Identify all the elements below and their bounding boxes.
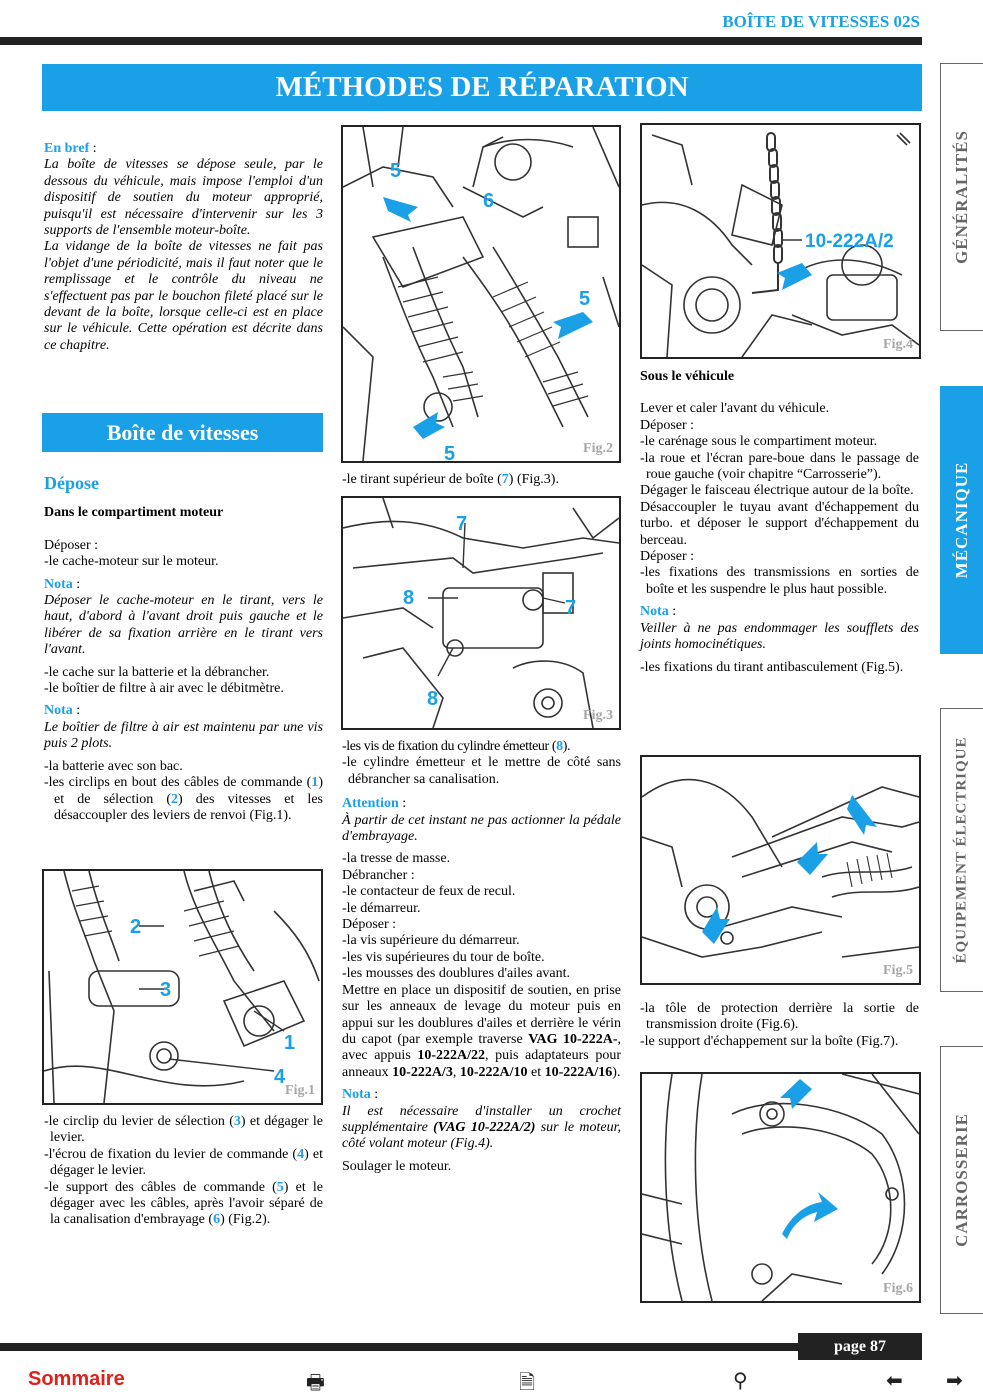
tab-equipement-electrique[interactable] xyxy=(940,708,983,992)
top-divider xyxy=(0,37,922,45)
bottom-divider xyxy=(0,1343,800,1351)
en-bref-paragraph: La boîte de vitesses se dépose seule, par le dessous du véhicule, mais impose l'emploi d'un dispositif de soutien du moteur approprié, puisqu'il est nécessaire d'intervenir sur les 3 supports de l'ensemble moteur-boîte. xyxy=(44,157,323,239)
figure-label: Fig.6 xyxy=(883,1281,913,1296)
section-title-boite: Boîte de vitesses xyxy=(42,413,323,452)
tab-label: GÉNÉRALITÉS xyxy=(952,130,971,264)
text-line: -la batterie avec son bac. xyxy=(44,758,183,774)
text-line: Déposer : xyxy=(640,549,695,565)
figure-1-drawing xyxy=(44,871,321,1103)
figure-label: Fig.2 xyxy=(583,441,613,456)
column-1: En bref : La boîte de vitesses se dépose seule, par le dessous du véhicule, mais impose l'emploi d'un dispositif de soutien du moteur approprié, puisqu'il est nécessaire d'intervenir sur les 3 supports de l'ensemble moteur-boîte. La vidange de la boîte de vitesses ne fait pas l'objet d'une périodicité, mais il faut noter que le remplissage et le contrôle du niveau ne s'effectuent pas par le bouchon fileté placé sur le devant de la boîte, lorsque celle-ci est en place sur le véhicule. Cette opération est décrite dans ce chapitre. xyxy=(44,141,323,353)
text-line: -les vis de fixation du cylindre émetteur (8). xyxy=(342,739,571,754)
text-line: -la roue et l'écran pare-boue dans le passage de roue gauche (voir chapitre “Carrosserie”). xyxy=(640,450,919,483)
depose-title: Dépose xyxy=(44,473,99,493)
callout: 1 xyxy=(284,1032,296,1054)
column-1-tail xyxy=(44,1114,323,1229)
text-line: Soulager le moteur. xyxy=(342,1158,452,1174)
arrow-right-icon[interactable]: ➡ xyxy=(946,1368,963,1392)
text-line: Désaccoupler le tuyau avant d'échappement du turbo. et déposer le support d'échappement du berceau. xyxy=(640,499,919,548)
text-line: -le cylindre émetteur et le mettre de côté sans débrancher sa canalisation. xyxy=(342,755,621,787)
attention-text: À partir de cet instant ne pas actionner la pédale d'embrayage. xyxy=(342,812,621,845)
text-line: -le circlip du levier de sélection (3) et dégager le levier. xyxy=(44,1114,323,1146)
callout: 5 xyxy=(579,288,591,310)
sommaire-link[interactable]: Sommaire xyxy=(28,1368,125,1390)
chapter-title: BOÎTE DE VITESSES 02S xyxy=(722,12,920,31)
nota-text: Veiller à ne pas endommager les soufflets des joints homocinétiques. xyxy=(640,620,919,653)
text-line: -l'écrou de fixation du levier de commande (4) et dégager le levier. xyxy=(44,1146,324,1179)
tab-label: MÉCANIQUE xyxy=(952,461,971,579)
nota-label: Nota xyxy=(342,1087,371,1103)
nota-label: Nota xyxy=(44,576,73,592)
text-line: -les fixations des transmissions en sorties de boîte et les suspendre le plus haut possible. xyxy=(640,565,919,597)
figure-2-drawing xyxy=(343,127,619,461)
text-line: -le démarreur. xyxy=(342,900,421,916)
figure-5 xyxy=(640,755,921,985)
column-3: Sous le véhicule Lever et caler l'avant du véhicule. Déposer : -le carénage sous le compartiment moteur. -la roue et l'écran pare-boue dans le passage de roue gauche (voir chapitre “Carrosserie”). Dégager le faisceau électrique autour de la boîte. Désaccoupler le tuyau avant d'échappement du turbo. et déposer le support d'échappement du berceau. Déposer : -les fixations des transmissions en sorties de boîte et les suspendre le plus haut possible. Nota : Veiller à ne pas endommager les soufflets des joints homocinétiques. -les fixations du tirant antibasculement (Fig.5). xyxy=(640,369,919,675)
text-line: -les fixations du tirant antibasculement (Fig.5). xyxy=(640,659,904,675)
en-bref-label: En bref xyxy=(44,141,90,156)
tab-label: CARROSSERIE xyxy=(952,1113,971,1247)
tab-mecanique[interactable] xyxy=(940,386,983,654)
page-number: page 87 xyxy=(798,1333,922,1360)
text-line: -les mousses des doublures d'ailes avant. xyxy=(342,966,571,982)
text-line: -la vis supérieure du démarreur. xyxy=(342,933,520,949)
text-line: Déposer : xyxy=(640,417,695,433)
nota-label: Nota xyxy=(640,604,669,620)
text-line: -le tirant supérieur de boîte (7) (Fig.3). xyxy=(342,472,559,487)
callout: 10-222A/2 xyxy=(805,231,894,252)
figure-4-drawing xyxy=(642,125,919,357)
callout: 4 xyxy=(274,1066,286,1088)
text-line: Dégager le faisceau électrique autour de la boîte. xyxy=(640,483,914,499)
text-line: -le boîtier de filtre à air avec le débitmètre. xyxy=(44,681,284,697)
figure-label: Fig.5 xyxy=(883,963,913,978)
figure-label: Fig.1 xyxy=(285,1083,315,1098)
callout: 2 xyxy=(130,916,142,938)
subsection-title: Sous le véhicule xyxy=(640,369,735,384)
figure-2 xyxy=(341,125,621,463)
text-line: -le contacteur de feux de recul. xyxy=(342,884,516,900)
page-banner: MÉTHODES DE RÉPARATION xyxy=(42,64,922,111)
callout: 8 xyxy=(403,587,415,609)
text-paragraph: Mettre en place un dispositif de soutien, en prise sur les anneaux de levage du moteur puis en appui sur les doublures d'ailes et derrière le vérin du capot (par exemple traverse VAG 10-222A-, avec appuis 10-222A/22, puis adaptateurs pour anneaux 10-222A/3, 10-222A/10 et 10-222A/16). xyxy=(342,982,621,1080)
tab-label: ÉQUIPEMENT ÉLECTRIQUE xyxy=(953,736,970,964)
figure-5-drawing xyxy=(642,757,919,983)
text-line: Débrancher : xyxy=(342,867,415,883)
text-line: -les vis supérieures du tour de boîte. xyxy=(342,949,545,965)
printer-icon[interactable]: 🖶 xyxy=(306,1370,325,1394)
arrow-left-icon[interactable]: ⬅ xyxy=(886,1368,903,1392)
figure-6-drawing xyxy=(642,1074,919,1301)
callout: 5 xyxy=(390,160,402,182)
text-line: -le cache sur la batterie et la débrancher. xyxy=(44,664,270,680)
text-line: -le support des câbles de commande (5) et le dégager avec les câbles, après l'avoir séparé de la canalisation d'embrayage (6) (Fig.2). xyxy=(44,1179,323,1228)
figure-label: Fig.3 xyxy=(583,708,613,723)
figure-3 xyxy=(341,496,621,730)
callout: 3 xyxy=(160,979,172,1001)
text-line: -le carénage sous le compartiment moteur. xyxy=(640,434,878,450)
tab-carrosserie[interactable] xyxy=(940,1046,983,1314)
text-line: -la tresse de masse. xyxy=(342,851,451,867)
figure-6 xyxy=(640,1072,921,1303)
binoculars-icon[interactable]: ⚲ xyxy=(733,1368,748,1392)
column-3-tail xyxy=(640,1001,919,1050)
figure-4 xyxy=(640,123,921,359)
callout: 8 xyxy=(427,688,439,710)
subsection-title: Dans le compartiment moteur xyxy=(44,505,224,521)
column-2-b: -les vis de fixation du cylindre émetteur (8). -le cylindre émetteur et le mettre de côté sans débrancher sa canalisation. Attention : À partir de cet instant ne pas actionner la pédale d'embrayage. -la tresse de masse. Débrancher : -le contacteur de feux de recul. -le démarreur. Déposer : -la vis supérieure du démarreur. -les vis supérieures du tour de boîte. -les mousses des doublures d'ailes avant. Mettre en place un dispositif de soutien, en prise sur les anneaux de levage du moteur puis en appui sur les doublures d'ailes et derrière le vérin du capot (par exemple traverse VAG 10-222A-, avec appuis 10-222A/22, puis adaptateurs pour anneaux 10-222A/3, 10-222A/10 et 10-222A/16). Nota : Il est nécessaire d'installer un crochet supplémentaire (VAG 10-222A/2) sur le moteur, côté volant moteur (Fig.4). Soulager le moteur. xyxy=(342,739,621,1174)
column-1-body: Dépose Dans le compartiment moteur Déposer : -le cache-moteur sur le moteur. Nota : Déposer le cache-moteur en le tirant, vers le haut, d'abord à l'avant droit puis gauche et le libérer de sa fixation arrière en le tirant vers l'avant. -le cache sur la batterie et la débrancher. -le boîtier de filtre à air avec le débitmètre. Nota : Le boîtier de filtre à air est maintenu par une vis puis 2 plots. -la batterie avec son bac. -les circlips en bout des câbles de commande (1) et de sélection (2) des vitesses et les désaccoupler des leviers de renvoi (Fig.1). xyxy=(44,473,323,823)
callout: 7 xyxy=(565,597,577,619)
attention-label: Attention xyxy=(342,796,399,812)
text-line: -le support d'échappement sur la boîte (Fig.7). xyxy=(640,1033,899,1049)
nota-text: Il est nécessaire d'installer un crochet supplémentaire (VAG 10-222A/2) sur le moteur, côté volant moteur (Fig.4). xyxy=(342,1103,621,1152)
column-2-a xyxy=(342,472,621,488)
callout: 7 xyxy=(456,513,468,535)
text-line: -les circlips en bout des câbles de commande (1) et de sélection (2) des vitesses et les désaccoupler des leviers de renvoi (Fig.1). xyxy=(44,775,323,823)
text-line: Lever et caler l'avant du véhicule. xyxy=(640,401,830,417)
figure-1 xyxy=(42,869,323,1105)
text-line: -le cache-moteur sur le moteur. xyxy=(44,554,219,570)
nota-text: Déposer le cache-moteur en le tirant, vers le haut, d'abord à l'avant droit puis gauche et le libérer de sa fixation arrière en le tirant vers l'avant. xyxy=(44,593,323,658)
text-line: Déposer : xyxy=(44,537,99,553)
figure-3-drawing xyxy=(343,498,619,728)
callout: 6 xyxy=(483,190,495,212)
nota-label: Nota xyxy=(44,703,73,719)
text-line: -la tôle de protection derrière la sortie de transmission droite (Fig.6). xyxy=(640,1001,919,1033)
figure-label: Fig.4 xyxy=(883,337,913,352)
en-bref-paragraph: La vidange de la boîte de vitesses ne fait pas l'objet d'une périodicité, mais il faut noter que le remplissage et le contrôle du niveau ne s'effectuent pas par le bouchon fileté placé sur le devant de la boîte, lorsque celle-ci est en place sur le véhicule. Cette opération est décrite dans ce chapitre. xyxy=(44,239,323,353)
document-icon[interactable]: 🗎 xyxy=(519,1370,536,1394)
callout: 5 xyxy=(444,443,456,461)
tab-generalites[interactable] xyxy=(940,63,983,331)
nota-text: Le boîtier de filtre à air est maintenu par une vis puis 2 plots. xyxy=(44,719,323,752)
text-line: Déposer : xyxy=(342,917,397,933)
